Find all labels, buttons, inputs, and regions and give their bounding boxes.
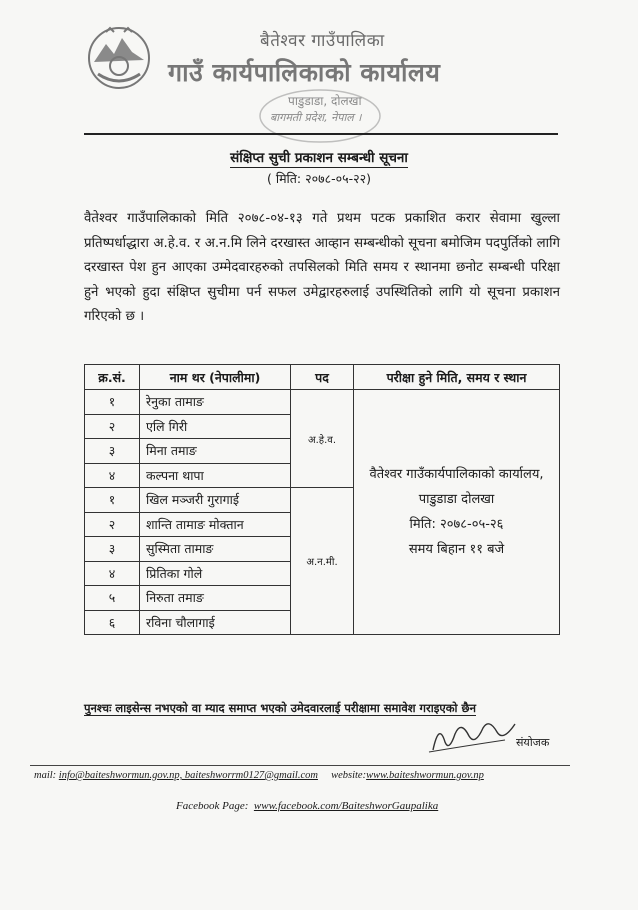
footer-divider xyxy=(30,765,570,766)
signature xyxy=(425,712,525,756)
candidate-name: खिल मञ्जरी गुरागाई xyxy=(140,488,291,513)
website-label: website: xyxy=(331,770,367,781)
candidate-table xyxy=(84,364,560,635)
footnote: पुनश्चः लाइसेन्स नभएको वा म्याद समाप्त भएको उमेदवारलाई परीक्षामा समावेश गराइएको छैन xyxy=(84,701,476,715)
facebook-label: Facebook Page: xyxy=(176,800,249,812)
table-header-row xyxy=(85,365,560,390)
office-province: बागमती प्रदेश, नेपाल । xyxy=(270,111,362,124)
serial-number: १ xyxy=(85,390,140,415)
venue-place: पाडुडाडा दोलखा xyxy=(418,492,495,507)
column-header-post: पद xyxy=(291,365,354,390)
office-stamp xyxy=(255,86,385,146)
column-header-sn: क्र.सं. xyxy=(85,365,140,390)
municipality-name: बैतेश्वर गाउँपालिका xyxy=(260,31,385,51)
venue-time: समय बिहान ११ बजे xyxy=(408,542,505,557)
candidate-name: प्रितिका गोले xyxy=(140,561,291,586)
serial-number: ४ xyxy=(85,561,140,586)
candidate-name: रविना चौलागाई xyxy=(140,610,291,635)
candidate-name: शान्ति तामाङ मोक्तान xyxy=(140,512,291,537)
venue-date: मिति: २०७८-०५-२६ xyxy=(409,517,504,532)
government-emblem-icon xyxy=(84,22,154,92)
serial-number: ४ xyxy=(85,463,140,488)
serial-number: २ xyxy=(85,512,140,537)
email-label: mail: xyxy=(34,770,57,781)
header-divider xyxy=(84,133,558,135)
facebook-line xyxy=(176,800,438,812)
serial-number: १ xyxy=(85,488,140,513)
serial-number: २ xyxy=(85,414,140,439)
candidate-name: एलि गिरी xyxy=(140,414,291,439)
table-row xyxy=(85,390,560,415)
notice-subject: संक्षिप्त सुची प्रकाशन सम्बन्धी सूचना xyxy=(230,150,408,166)
exam-venue-cell xyxy=(354,390,560,635)
office-name: गाउँ कार्यपालिकाको कार्यालय xyxy=(168,58,441,87)
candidate-name: मिना तमाङ xyxy=(140,439,291,464)
candidate-name: निरुता तमाङ xyxy=(140,586,291,611)
serial-number: ३ xyxy=(85,537,140,562)
serial-number: ६ xyxy=(85,610,140,635)
website-link[interactable]: www.baiteshwormun.gov.np xyxy=(366,770,484,781)
venue-office: वैतेश्वर गाउँकार्यपालिकाको कार्यालय, xyxy=(369,467,544,482)
candidate-name: कल्पना थापा xyxy=(140,463,291,488)
notice-body: वैतेश्वर गाउँपालिकाको मिति २०७८-०४-१३ गते प्रथम पटक प्रकाशित करार सेवामा खुल्ला प्रतिष्पर्धाद्धारा अ.हे.व. र अ.न.मि लिने दरखास्त आव्हान सम्बन्धीको सूचना बमोजिम पदपुर्तिको लागि दरखास्त पेश हुन आएका उम्मेदवारहरुको तपसिलको मिति समय र स्थानमा छनोट सम्बन्धी परिक्षा हुने भएको हुदा संक्षिप्त सुचीमा पर्न सफल उमेद्वारहरुलाई उपस्थितिको लागि यो सूचना प्रकाशन गरिएको छ । xyxy=(84,211,560,324)
candidate-name: रेनुका तामाङ xyxy=(140,390,291,415)
signatory-title: संयोजक xyxy=(516,736,550,749)
email-links[interactable]: info@baiteshwormun.gov.np, baiteshworrm0127@gmail.com xyxy=(58,770,318,781)
serial-number: ५ xyxy=(85,586,140,611)
contact-line xyxy=(34,770,484,781)
office-location: पाडुडाडा, दोलखा xyxy=(288,94,362,108)
notice-date: ( मिति: २०७८-०५-२२) xyxy=(266,171,371,186)
post-cell: अ.न.मी. xyxy=(291,488,354,635)
serial-number: ३ xyxy=(85,439,140,464)
candidate-name: सुस्मिता तामाङ xyxy=(140,537,291,562)
post-cell: अ.हे.व. xyxy=(291,390,354,488)
column-header-name: नाम थर (नेपालीमा) xyxy=(140,365,291,390)
facebook-link[interactable]: www.facebook.com/BaiteshworGaupalika xyxy=(253,800,439,812)
column-header-exam-details: परीक्षा हुने मिति, समय र स्थान xyxy=(354,365,560,390)
